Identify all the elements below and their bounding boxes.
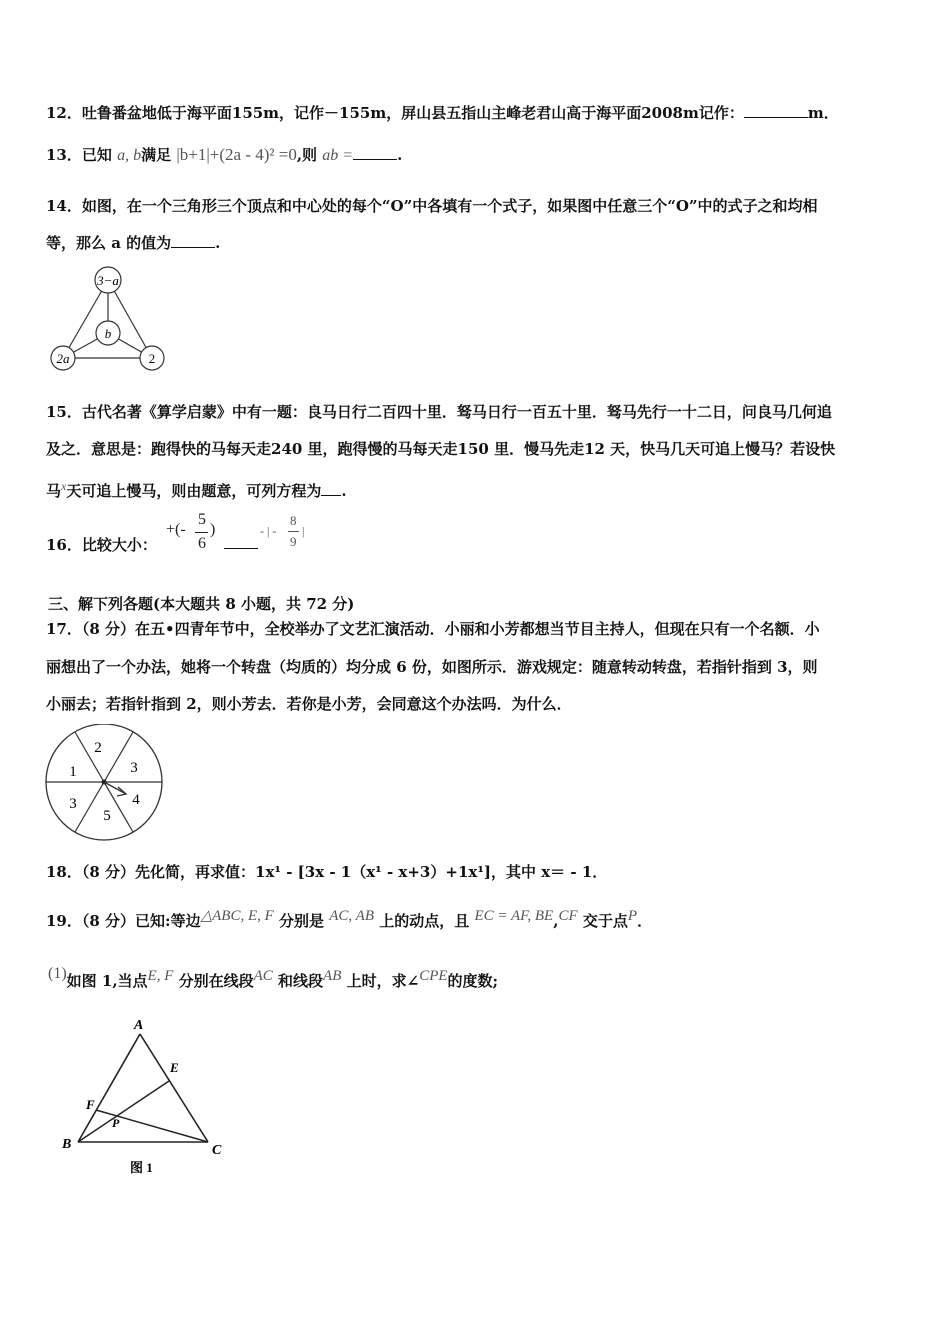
question-text: 的度数;: [447, 972, 499, 990]
question-text: （8 分）已知:等边: [81, 912, 201, 930]
question-19: [46, 906, 652, 931]
question-number: 13．: [46, 146, 82, 164]
question-text: （8 分）在五•四青年节中，全校举办了文艺汇演活动．小丽和小芳都想当节目主持人，但现在只有一个名额．小: [81, 620, 820, 638]
math-text: AB: [323, 968, 342, 984]
question-text: 小丽去；若指针指到 2，则小芳去．若你是小芳，会同意这个办法吗．为什么．: [46, 695, 572, 713]
math-text: +(-: [166, 521, 186, 538]
math-text: △ABC, E, F: [200, 908, 274, 924]
question-text: 上的动点，且: [379, 912, 470, 930]
math-expr: ab =: [322, 147, 354, 164]
question-text: 和线段: [278, 972, 324, 990]
question-text: 丽想出了一个办法，她将一个转盘（均质的）均分成 6 份，如图所示．游戏规定：随意转动转盘，若指针指到 3，则: [46, 658, 818, 676]
vertex-A-label: A: [134, 1018, 144, 1033]
fraction-numerator: 8: [290, 513, 297, 528]
question-text: 上时，求∠: [346, 972, 420, 990]
question-end: m．: [807, 104, 839, 122]
figure-caption: 图 1: [130, 1160, 153, 1175]
answer-blank[interactable]: [224, 534, 258, 549]
question-text: 吐鲁番盆地低于海平面155m，记作－155m，屏山县五指山主峰老君山高于海平面2008m记作：: [81, 104, 744, 122]
question-15-line1: [46, 402, 832, 422]
question-14-line1: [46, 196, 818, 216]
right-label: 2: [148, 351, 156, 366]
question-15-line3: [46, 476, 347, 501]
math-text: CPE: [419, 968, 448, 984]
point-F-label: F: [86, 1097, 95, 1112]
point-E-label: E: [170, 1060, 179, 1075]
math-text: CF: [558, 908, 578, 924]
question-12: [46, 103, 839, 123]
question-16: [46, 535, 157, 555]
vertex-C-label: C: [212, 1143, 222, 1158]
sector-label: 1: [69, 764, 77, 780]
question-text: ．: [637, 912, 653, 930]
question-14-line2: [46, 233, 220, 253]
math-var: x: [61, 479, 67, 493]
math-text: |: [302, 524, 305, 538]
section-title: 三、解下列各题(本大题共 8 小题，共 72 分): [48, 595, 355, 613]
question-number: 14．: [46, 197, 82, 215]
math-text: AC, AB: [329, 908, 374, 924]
fraction-denominator: 9: [290, 534, 297, 549]
question-18: [46, 862, 607, 882]
question-end: .: [397, 146, 403, 164]
math-text: - | -: [260, 524, 277, 538]
question-text: 如图，在一个三角形三个顶点和中心处的每个“O”中各填有一个式子，如果图中任意三个“O”中的式子之和均相: [81, 197, 818, 215]
question-text: 及之．意思是：跑得快的马每天走240 里，跑得慢的马每天走150 里．慢马先走12 天，快马几天可追上慢马？若设快: [46, 440, 836, 458]
sector-label: 2: [94, 740, 102, 756]
question-number: 16．: [46, 536, 82, 554]
vertex-B-label: B: [62, 1137, 72, 1152]
question-text: 天可追上慢马，则由题意，可列方程为: [66, 482, 322, 500]
question-text: 交于点: [582, 912, 628, 930]
top-label: 3−a: [97, 273, 119, 288]
answer-blank[interactable]: [321, 481, 341, 496]
math-vars: a, b: [117, 147, 142, 164]
point-P-label: P: [112, 1116, 120, 1130]
question-text: 已知: [81, 146, 112, 164]
sector-label: 4: [132, 792, 140, 808]
question-text: 比较大小：: [81, 536, 157, 554]
right-expression: [260, 513, 320, 559]
question-number: 12．: [46, 104, 82, 122]
fraction-bar: [195, 532, 208, 533]
question-number: 18．: [46, 863, 82, 881]
sector-label: 3: [130, 760, 138, 776]
math-text: E, F: [147, 968, 174, 984]
question-text: 如图 1,当点: [66, 972, 148, 990]
question-text: 等，那么 a 的值为: [46, 234, 172, 252]
question-number: 17．: [46, 620, 82, 638]
question-text: （8 分）先化简，再求值：1x¹ - [3x - 1（x¹ - x+3）+1x¹]，其中 x＝ - 1．: [81, 863, 608, 881]
center-label: b: [104, 326, 112, 341]
question-text: ,: [553, 912, 559, 930]
math-text: AC: [253, 968, 273, 984]
sector-label: 5: [103, 808, 111, 824]
question-text: 马: [46, 482, 62, 500]
triangle-figure-1: [56, 1012, 236, 1182]
question-text: 古代名著《算学启蒙》中有一题：良马日行二百四十里．驽马日行一百五十里．驽马先行一十二日，问良马几何追: [81, 403, 832, 421]
question-end: .: [341, 482, 347, 500]
sector-label: 3: [69, 796, 77, 812]
math-text: P: [627, 908, 638, 924]
question-text: 分别在线段: [178, 972, 254, 990]
question-text: 满足: [141, 146, 172, 164]
question-end: .: [215, 234, 221, 252]
left-label: 2a: [56, 351, 70, 366]
math-text: EC = AF, BE: [474, 908, 554, 924]
question-text: ,则: [296, 146, 318, 164]
answer-blank[interactable]: [353, 145, 397, 160]
math-text: ): [210, 521, 216, 538]
left-expression: [166, 511, 226, 557]
fraction-bar: [288, 531, 299, 532]
question-number: 19．: [46, 912, 82, 930]
fraction-numerator: 5: [198, 511, 206, 528]
triangle-circles-figure: [44, 262, 174, 377]
question-number: 15．: [46, 403, 82, 421]
question-19-part1: [48, 966, 498, 992]
answer-blank[interactable]: [171, 233, 215, 248]
question-17-line1: [46, 619, 820, 639]
part-label: (1): [48, 965, 67, 982]
question-text: 分别是: [279, 912, 325, 930]
question-15-line2: [46, 439, 835, 459]
answer-blank[interactable]: [744, 103, 808, 118]
question-17-line3: [46, 694, 572, 714]
question-17-line2: [46, 657, 818, 677]
side-AB: [78, 1034, 140, 1142]
spinner-figure: [40, 724, 170, 844]
question-13: [46, 145, 402, 166]
math-equation: |b+1|+(2a - 4)² =0: [176, 145, 297, 164]
fraction-denominator: 6: [198, 535, 206, 552]
